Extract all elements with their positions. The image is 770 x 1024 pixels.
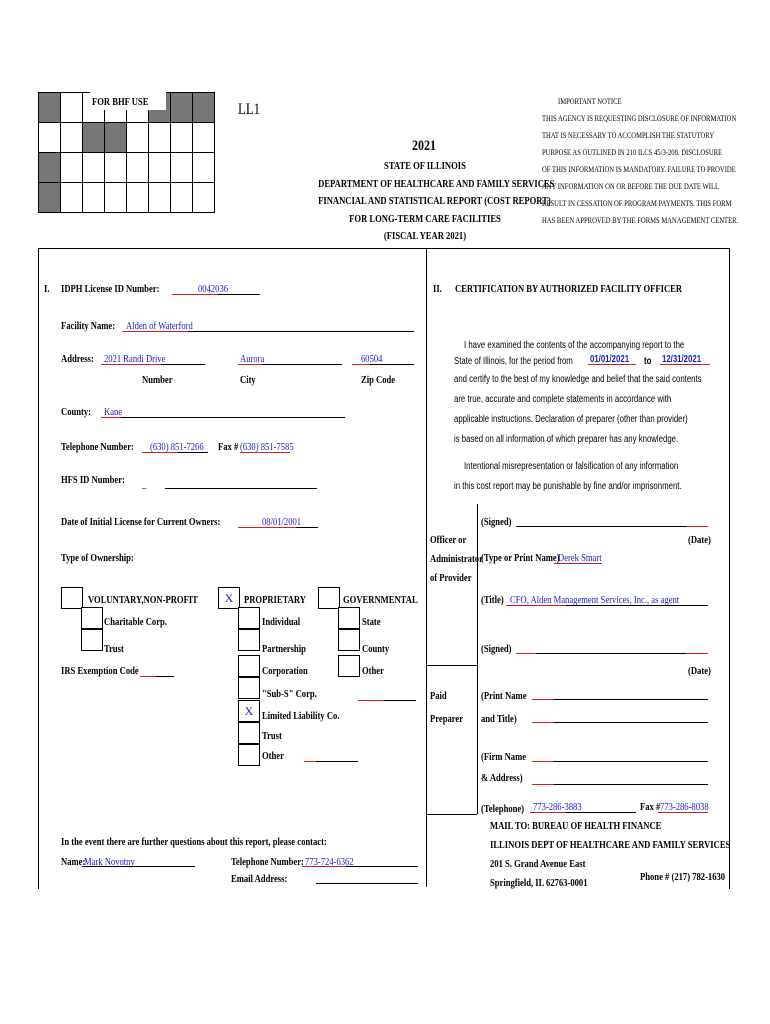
preparer-tel-value: 773-286-3883	[533, 801, 582, 813]
proprietary-checkbox[interactable]	[218, 587, 240, 609]
gov-other-checkbox[interactable]	[338, 655, 360, 677]
zip-underline-red	[352, 364, 370, 365]
period-to-underline	[660, 364, 710, 365]
subs-corp-label: "Sub-S" Corp.	[262, 688, 317, 700]
governmental-checkbox[interactable]	[318, 587, 340, 609]
print-name-line-2	[554, 722, 708, 723]
idph-underline-red	[172, 294, 218, 295]
bhf-use-label: FOR BHF USE	[90, 92, 166, 110]
warning-line: in this cost report may be punishable by fine and/or imprisonment.	[454, 481, 682, 492]
fax-label: Fax #	[218, 441, 239, 453]
cert-line: applicable instructions. Declaration of preparer (other than provider)	[454, 414, 688, 425]
gov-other-underline-red	[358, 700, 384, 701]
preparer-signed-label: (Signed)	[481, 643, 512, 655]
preparer-date-line	[686, 653, 708, 654]
warning-text	[454, 456, 746, 496]
trust-label: Trust	[104, 643, 124, 655]
prop-other-underline-red	[304, 761, 316, 762]
license-date-underline	[296, 527, 318, 528]
proprietary-mark: X	[224, 591, 234, 605]
facility-label: Facility Name:	[61, 320, 116, 332]
officer-title-underline	[566, 605, 708, 606]
county-value: Kane	[104, 406, 123, 418]
contact-tel-underline-red	[302, 866, 346, 867]
facility-underline-red	[122, 331, 188, 332]
firm-line-1	[554, 761, 708, 762]
ownership-label: Type of Ownership:	[61, 552, 134, 564]
telephone-underline-red	[142, 452, 178, 453]
city-caption: City	[240, 374, 256, 386]
llc-mark: X	[244, 704, 254, 718]
notice-line: OF THIS INFORMATION IS MANDATORY. FAILURE TO PROVIDE	[542, 164, 736, 174]
type-print-underline	[554, 563, 602, 564]
contact-name-label: Name:	[61, 856, 86, 868]
mail-phone: Phone # (217) 782-1630	[640, 871, 726, 883]
partnership-checkbox[interactable]	[238, 629, 260, 651]
license-date-underline-red	[238, 527, 296, 528]
county-label: County:	[61, 406, 92, 418]
city-underline	[262, 364, 342, 365]
period-from-underline	[588, 364, 636, 365]
idph-value: 0042036	[198, 283, 229, 295]
county-own-label: County	[362, 643, 390, 655]
individual-label: Individual	[262, 616, 301, 628]
cert-line-2: State of Illinois, for the period from	[454, 356, 573, 367]
corporation-checkbox[interactable]	[238, 655, 260, 677]
hfs-underline	[165, 488, 317, 489]
fax-value: (630) 851-7585	[240, 441, 294, 453]
preparer-tel-label: (Telephone)	[481, 803, 525, 815]
period-to: 12/31/2021	[662, 354, 702, 365]
county-checkbox[interactable]	[338, 629, 360, 651]
print-name-line-red-1	[532, 699, 554, 700]
irs-underline	[156, 676, 174, 677]
period-to-word: to	[644, 356, 652, 367]
gov-other-underline	[384, 700, 416, 701]
subs-corp-checkbox[interactable]	[238, 677, 260, 699]
section-1-roman: I.	[44, 283, 50, 295]
notice-line: ANY INFORMATION ON OR BEFORE THE DUE DATE WILL	[542, 181, 720, 191]
cert-body	[454, 369, 770, 449]
mail-line: MAIL TO: BUREAU OF HEALTH FINANCE	[490, 820, 662, 832]
notice-line: RESULT IN CESSATION OF PROGRAM PAYMENTS. THIS FORM	[542, 198, 732, 208]
irs-label: IRS Exemption Code	[61, 665, 139, 677]
type-print-value: Derek Smart	[558, 552, 602, 564]
license-date-value: 08/01/2001	[262, 516, 302, 528]
email-underline	[316, 883, 418, 884]
officer-date-line	[686, 526, 708, 527]
idph-underline	[218, 294, 260, 295]
prop-other-checkbox[interactable]	[238, 744, 260, 766]
preparer-signed-line	[536, 653, 686, 654]
form-code: LL1	[238, 101, 261, 118]
print-name-line-1	[554, 699, 708, 700]
address-underline	[161, 364, 205, 365]
cert-line-1: I have examined the contents of the accompanying report to the	[464, 340, 685, 351]
contact-tel-underline	[346, 866, 418, 867]
officer-signed-line	[516, 526, 686, 527]
prop-trust-label: Trust	[262, 730, 282, 742]
governmental-label: GOVERNMENTAL	[343, 594, 418, 606]
firm-line-2	[554, 784, 708, 785]
preparer-fax-underline	[658, 812, 708, 813]
report-year: 2021	[412, 138, 436, 154]
type-print-label: (Type or Print Name)	[481, 552, 560, 564]
trust-checkbox[interactable]	[81, 629, 103, 651]
voluntary-checkbox[interactable]	[61, 587, 83, 609]
gov-other-label: Other	[362, 665, 384, 677]
notice-line: THIS AGENCY IS REQUESTING DISCLOSURE OF INFORMATION	[542, 113, 737, 123]
print-name-line-red-2	[532, 722, 554, 723]
individual-checkbox[interactable]	[238, 607, 260, 629]
contact-name-value: Mark Novotny	[84, 856, 135, 868]
proprietary-label: PROPRIETARY	[244, 594, 306, 606]
telephone-underline	[178, 452, 208, 453]
cert-line: and certify to the best of my knowledge and belief that the said contents	[454, 374, 702, 385]
county-underline-red	[101, 417, 121, 418]
paid-preparer-label: Paid Preparer	[430, 690, 464, 725]
zip-underline	[370, 364, 414, 365]
notice-line: HAS BEEN APPROVED BY THE FORMS MANAGEMENT CENTER.	[542, 215, 739, 225]
license-date-label: Date of Initial License for Current Owners:	[61, 516, 221, 528]
contact-name-underline	[82, 866, 195, 867]
prop-trust-checkbox[interactable]	[238, 722, 260, 744]
period-from: 01/01/2021	[590, 354, 630, 365]
hfs-value: _	[142, 478, 147, 490]
address-number-value: 2021 Randi Drive	[104, 353, 166, 365]
warning-line: Intentional misrepresentation or falsification of any information	[464, 461, 679, 472]
firm-label: (Firm Name & Address)	[481, 751, 527, 784]
city-underline-red	[238, 364, 262, 365]
preparer-date-label: (Date)	[688, 665, 711, 677]
certification-title: CERTIFICATION BY AUTHORIZED FACILITY OFFICER	[455, 283, 683, 295]
address-zip-value: 60504	[361, 353, 383, 365]
officer-divider	[426, 665, 477, 666]
telephone-value: (630) 851-7266	[150, 441, 204, 453]
partnership-label: Partnership	[262, 643, 306, 655]
county-underline	[121, 417, 345, 418]
state-label: State	[362, 616, 381, 628]
section-divider	[426, 248, 427, 504]
corporation-label: Corporation	[262, 665, 308, 677]
contact-tel-label: Telephone Number:	[231, 856, 304, 868]
preparer-divider	[426, 814, 477, 815]
mail-line: 201 S. Grand Avenue East	[490, 858, 586, 870]
title-line: (FISCAL YEAR 2021)	[383, 230, 467, 242]
title-line: FINANCIAL AND STATISTICAL REPORT (COST REPORT)	[318, 195, 551, 207]
preparer-fax-value: 773-286-8038	[660, 801, 709, 813]
firm-line-red-1	[532, 761, 554, 762]
title-line: DEPARTMENT OF HEALTHCARE AND FAMILY SERVICES	[318, 177, 555, 190]
prop-other-underline	[316, 761, 358, 762]
llc-label: Limited Liability Co.	[262, 710, 340, 722]
email-label: Email Address:	[231, 873, 288, 885]
telephone-label: Telephone Number:	[61, 441, 134, 453]
address-underline-red	[101, 364, 161, 365]
questions-text: In the event there are further questions about this report, please contact:	[61, 836, 327, 848]
contact-tel-value: 773-724-6362	[305, 856, 354, 868]
preparer-tel-underline	[566, 812, 636, 813]
charitable-label: Charitable Corp.	[104, 616, 167, 628]
zip-caption: Zip Code	[361, 374, 396, 386]
state-checkbox[interactable]	[338, 607, 360, 629]
cert-line: are true, accurate and complete statements in accordance with	[454, 394, 672, 405]
notice-line: PURPOSE AS OUTLINED IN 210 ILCS 45/3-208. DISCLOSURE	[542, 147, 723, 157]
number-caption: Number	[142, 374, 173, 386]
bhf-use-grid	[38, 92, 215, 213]
notice-title: IMPORTANT NOTICE	[558, 96, 622, 106]
address-label: Address:	[61, 353, 94, 365]
officer-title-underline-red	[506, 605, 566, 606]
officer-label: Officer or Administrator of Provider	[430, 534, 483, 584]
important-notice	[542, 92, 770, 228]
officer-title-label: (Title)	[481, 594, 504, 606]
mail-line: ILLINOIS DEPT OF HEALTHCARE AND FAMILY SERVICES	[490, 839, 731, 851]
facility-underline	[188, 331, 414, 332]
print-name-label: (Print Name and Title)	[481, 690, 527, 725]
voluntary-label: VOLUNTARY,NON-PROFIT	[88, 594, 198, 606]
preparer-fax-label: Fax #	[640, 801, 661, 813]
charitable-checkbox[interactable]	[81, 607, 103, 629]
firm-line-red-2	[532, 784, 554, 785]
mail-city: Springfield, IL 62763-0001	[490, 877, 588, 889]
idph-label: IDPH License ID Number:	[61, 283, 160, 295]
address-city-value: Aurora	[240, 353, 265, 365]
preparer-tel-underline-red	[530, 812, 566, 813]
officer-date-label: (Date)	[688, 534, 711, 546]
cert-line: is based on all information of which preparer has any knowledge.	[454, 434, 679, 445]
title-line: FOR LONG-TERM CARE FACILITIES	[349, 212, 501, 225]
irs-underline-red	[140, 676, 156, 677]
notice-line: THAT IS NECESSARY TO ACCOMPLISH THE STATUTORY	[542, 130, 715, 140]
preparer-signed-line-red	[516, 653, 536, 654]
prop-other-label: Other	[262, 750, 284, 762]
title-line: STATE OF ILLINOIS	[384, 160, 466, 172]
hfs-label: HFS ID Number:	[61, 474, 125, 486]
llc-checkbox[interactable]	[238, 700, 260, 722]
section-2-roman: II.	[433, 283, 442, 295]
facility-value: Alden of Waterford	[126, 320, 193, 332]
fax-underline-red	[240, 452, 290, 453]
officer-title-value: CFO, Alden Management Services, Inc., as agent	[510, 594, 680, 606]
officer-signed-label: (Signed)	[481, 516, 512, 528]
